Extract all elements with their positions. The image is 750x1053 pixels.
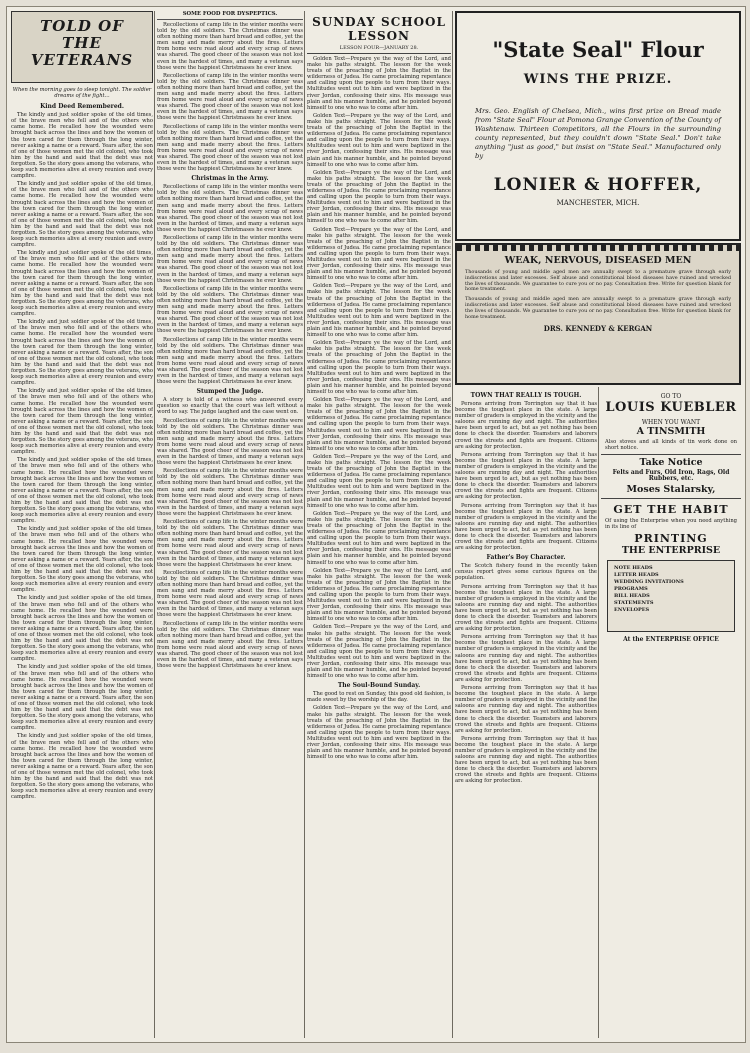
tough-town-column — [455, 389, 597, 1038]
judge-body: A story is told of a witness who answered every question so exactly that the court was left without a word to say. The judge laughed and the case went on. — [157, 397, 303, 416]
dyspeptics-column — [157, 11, 303, 1038]
christmas-heading: Christmas in the Army. — [191, 175, 269, 183]
christmas-body: Recollections of camp life in the winter months were told by the old soldiers. The Christmas dinner was often nothing more than hard bread and coffee, yet the men sang and made merry about the fires. Letters from home were read aloud and every scrap of news was shared. The good cheer of the season was not lost even in the hardest of times, and many a veteran says those were the happiest Christmases he ever knew. — [157, 336, 303, 386]
printing-item: BILL HEADS — [614, 593, 650, 599]
veterans-body: The kindly and just soldier spoke of the old times, of the brave men who fell and of the others who came home. He recalled how the wounded were brought back across the lines and how the women of the town cared for them through the long winter, never asking a name or a reward. Years after, the son of one of those women met the old colonel, who took him by the hand and said that the debt was not forgotten. So the story goes among the veterans, who keep such memories alive at every reunion and every campfire. — [11, 112, 153, 180]
christmas-body: Recollections of camp life in the winter months were told by the old soldiers. The Christmas dinner was often nothing more than hard bread and coffee, yet the men sang and made merry about the fires. Letters from home were read aloud and every scrap of news was shared. The good cheer of the season was not lost even in the hardest of times, and many a veteran says those were the happiest Christmases he ever knew. — [157, 519, 303, 568]
christmas-body: Recollections of camp life in the winter months were told by the old soldiers. The Christmas dinner was often nothing more than hard bread and coffee, yet the men sang and made merry about the fires. Letters from home were read aloud and every scrap of news was shared. The good cheer of the season was not lost even in the hardest of times, and many a veteran says those were the happiest Christmases he ever knew. — [157, 285, 303, 335]
veterans-body: The kindly and just soldier spoke of the old times, of the brave men who fell and of the others who came home. He recalled how the wounded were brought back across the lines and how the women of the town cared for them through the long winter, never asking a name or a reward. Years after, the son of one of those women met the old colonel, who took him by the hand and said that the debt was not forgotten. So the story goes among the veterans, who keep such memories alive at every reunion and every campfire. — [11, 457, 153, 525]
tough-town-body: Persons arriving from Torrington say that it has become the toughest place in the state. A large number of graders is employed in the vicinity and the saloons are running day and night. The authorities have been urged to act, but as yet nothing has been done to check the disorder. Teamsters and laborers crowd the streets and fights are frequent. Citizens are asking for protection. — [455, 401, 597, 450]
printing-list-box — [607, 560, 735, 632]
christmas-body: Recollections of camp life in the winter months were told by the old soldiers. The Christmas dinner was often nothing more than hard bread and coffee, yet the men sang and made merry about the fires. Letters from home were read aloud and every scrap of news was shared. The good cheer of the season was not lost even in the hardest of times, and many a veteran says those were the happiest Christmases he ever knew. — [157, 184, 303, 233]
tough-town-body: Persons arriving from Torrington say that it has become the toughest place in the state. A large number of graders is employed in the vicinity and the saloons are running day and night. The authorities have been urged to act, but as yet nothing has been done to check the disorder. Teamsters and laborers crowd the streets and fights are frequent. Citizens are asking for protection. — [455, 634, 597, 683]
veterans-body: The kindly and just soldier spoke of the old times, of the brave men who fell and of the others who came home. He recalled how the wounded were brought back across the lines and how the women of the town cared for them through the long winter, never asking a name or a reward. Years after, the son of one of those women met the old colonel, who took him by the hand and said that the debt was not forgotten. So the story goes among the veterans, who keep such memories alive at every reunion and every campfire. — [11, 595, 153, 663]
flour-ad-title: "State Seal" Flour — [492, 37, 704, 62]
column-rule — [598, 387, 599, 1038]
tough-town-heading: TOWN THAT REALLY IS TOUGH. — [470, 392, 582, 399]
fathers-boy-body: The Scotch fishery found in the recently taken census report gives some curious figures on the population. — [455, 563, 597, 582]
christmas-body: Recollections of camp life in the winter months were told by the old soldiers. The Christmas dinner was often nothing more than hard bread and coffee, yet the men sang and made merry about the fires. Letters from home were read aloud and every scrap of news was shared. The good cheer of the season was not lost even in the hardest of times, and many a veteran says those were the happiest Christmases he ever knew. — [157, 417, 303, 467]
veterans-column — [11, 11, 153, 1038]
flour-ad-subtitle: WINS THE PRIZE. — [523, 72, 673, 87]
dyspeptics-body: Recollections of camp life in the winter months were told by the old soldiers. The Christmas dinner was often nothing more than hard bread and coffee, yet the men sang and made merry about the fires. Letters from home were read aloud and every scrap of news was shared. The good cheer of the season was not lost even in the hardest of times, and many a veteran says those were the happiest Christmases he ever knew. — [157, 72, 303, 122]
veterans-title: TOLD OF THE VETERANS — [30, 17, 134, 69]
newspaper-page — [6, 6, 746, 1043]
lesson-body: Golden Text—Prepare ye the way of the Lord, and make his paths straight. The lesson for the week treats of the preaching of John the Baptist in the wilderness of Judea. He came proclaiming repentance and calling upon the people to turn from their ways. Multitudes went out to him and were baptized in the river Jordan, confessing their sins. His message was plain and his manner humble, and he pointed beyond himself to one who was to come after him. — [307, 705, 451, 761]
lesson-body: Golden Text—Prepare ye the way of the Lord, and make his paths straight. The lesson for the week treats of the preaching of John the Baptist in the wilderness of Judea. He came proclaiming repentance and calling upon the people to turn from their ways. Multitudes went out to him and were baptized in the river Jordan, confessing their sins. His message was plain and his manner humble, and he pointed beyond himself to one who was to come after him. — [307, 283, 451, 339]
take-notice-heading: Take Notice — [639, 457, 703, 468]
printing-item: PROGRAMS — [614, 586, 648, 592]
weak-men-ad-doctors: DRS. KENNEDY & KERGAN — [543, 324, 653, 334]
lesson-body: Golden Text—Prepare ye the way of the Lord, and make his paths straight. The lesson for the week treats of the preaching of John the Baptist in the wilderness of Judea. He came proclaiming repentance and calling upon the people to turn from their ways. Multitudes went out to him and were baptized in the river Jordan, confessing their sins. His message was plain and his manner humble, and he pointed beyond himself to one who was to come after him. — [307, 112, 451, 168]
tough-town-body: Persons arriving from Torrington say that it has become the toughest place in the state. A large number of graders is employed in the vicinity and the saloons are running day and night. The authorities have been urged to act, but as yet nothing has been done to check the disorder. Teamsters and laborers crowd the streets and fights are frequent. Citizens are asking for protection. — [455, 685, 597, 734]
tough-town-body: Persons arriving from Torrington say that it has become the toughest place in the state. A large number of graders is employed in the vicinity and the saloons are running day and night. The authorities have been urged to act, but as yet nothing has been done to check the disorder. Teamsters and laborers crowd the streets and fights are frequent. Citizens are asking for protection. — [455, 583, 597, 633]
printing-item: NOTE HEADS — [614, 565, 653, 571]
weak-men-ad — [455, 243, 741, 385]
dyspeptics-topline: SOME FOOD FOR DYSPEPTICS. — [157, 11, 303, 20]
lesson-body: Golden Text—Prepare ye the way of the Lord, and make his paths straight. The lesson for the week treats of the preaching of John the Baptist in the wilderness of Judea. He came proclaiming repentance and calling upon the people to turn from their ways. Multitudes went out to him and were baptized in the river Jordan, confessing their sins. His message was plain and his manner humble, and he pointed beyond himself to one who was to come after him. — [307, 56, 451, 111]
christmas-body: Recollections of camp life in the winter months were told by the old soldiers. The Christmas dinner was often nothing more than hard bread and coffee, yet the men sang and made merry about the fires. Letters from home were read aloud and every scrap of news was shared. The good cheer of the season was not lost even in the hardest of times, and many a veteran says those were the happiest Christmases he ever knew. — [157, 620, 303, 670]
veterans-body: The kindly and just soldier spoke of the old times, of the brave men who fell and of the others who came home. He recalled how the wounded were brought back across the lines and how the women of the town cared for them through the long winter, never asking a name or a reward. Years after, the son of one of those women met the old colonel, who took him by the hand and said that the debt was not forgotten. So the story goes among the veterans, who keep such memories alive at every reunion and every campfire. — [11, 664, 153, 732]
local-ads-column — [601, 389, 741, 643]
lesson-body: Golden Text—Prepare ye the way of the Lord, and make his paths straight. The lesson for the week treats of the preaching of John the Baptist in the wilderness of Judea. He came proclaiming repentance and calling upon the people to turn from their ways. Multitudes went out to him and were baptized in the river Jordan, confessing their sins. His message was plain and his manner humble, and he pointed beyond himself to one who was to come after him. — [307, 453, 451, 509]
stalarsky-name: Moses Stalarsky, — [626, 484, 716, 495]
column-rule — [452, 11, 453, 1038]
printing-item: LETTER HEADS — [614, 572, 659, 578]
column-rule — [154, 11, 155, 1038]
fathers-boy-heading: Father's Boy Character. — [486, 554, 566, 562]
veterans-body: The kindly and just soldier spoke of the old times, of the brave men who fell and of the others who came home. He recalled how the wounded were brought back across the lines and how the women of the town cared for them through the long winter, never asking a name or a reward. Years after, the son of one of those women met the old colonel, who took him by the hand and said that the debt was not forgotten. So the story goes among the veterans, who keep such memories alive at every reunion and every campfire. — [11, 526, 153, 594]
kuebler-name: LOUIS KUEBLER — [605, 400, 737, 415]
tough-town-body: Persons arriving from Torrington say that it has become the toughest place in the state. A large number of graders is employed in the vicinity and the saloons are running day and night. The authorities have been urged to act, but as yet nothing has been done to check the disorder. Teamsters and laborers crowd the streets and fights are frequent. Citizens are asking for protection. — [455, 502, 597, 552]
dyspeptics-body: Recollections of camp life in the winter months were told by the old soldiers. The Christmas dinner was often nothing more than hard bread and coffee, yet the men sang and made merry about the fires. Letters from home were read aloud and every scrap of news was shared. The good cheer of the season was not lost even in the hardest of times, and many a veteran says those were the happiest Christmases he ever knew. — [157, 22, 303, 71]
veterans-poem: When the morning goes to sleep tonight. The soldier dreams of the fight... — [12, 87, 152, 100]
lesson-dateline: LESSON FOUR—JANUARY 28. — [339, 45, 419, 51]
state-seal-flour-ad — [455, 11, 741, 241]
lesson-body: Golden Text—Prepare ye the way of the Lord, and make his paths straight. The lesson for the week treats of the preaching of John the Baptist in the wilderness of Judea. He came proclaiming repentance and calling upon the people to turn from their ways. Multitudes went out to him and were baptized in the river Jordan, confessing their sins. His message was plain and his manner humble, and he pointed beyond himself to one who was to come after him. — [307, 624, 451, 680]
lesson-body: Golden Text—Prepare ye the way of the Lord, and make his paths straight. The lesson for the week treats of the preaching of John the Baptist in the wilderness of Judea. He came proclaiming repentance and calling upon the people to turn from their ways. Multitudes went out to him and were baptized in the river Jordan, confessing their sins. His message was plain and his manner humble, and he pointed beyond himself to one who was to come after him. — [307, 397, 451, 452]
stalarsky-ad — [601, 454, 741, 495]
veterans-body: The kindly and just soldier spoke of the old times, of the brave men who fell and of the others who came home. He recalled how the wounded were brought back across the lines and how the women of the town cared for them through the long winter, never asking a name or a reward. Years after, the son of one of those women met the old colonel, who took him by the hand and said that the debt was not forgotten. So the story goes among the veterans, who keep such memories alive at every reunion and every campfire. — [11, 250, 153, 318]
sunday-school-column — [307, 11, 451, 1038]
column-rule — [304, 11, 305, 1038]
lesson-body: Golden Text—Prepare ye the way of the Lord, and make his paths straight. The lesson for the week treats of the preaching of John the Baptist in the wilderness of Judea. He came proclaiming repentance and calling upon the people to turn from their ways. Multitudes went out to him and were baptized in the river Jordan, confessing their sins. His message was plain and his manner humble, and he pointed beyond himself to one who was to come after him. — [307, 169, 451, 225]
christmas-body: Recollections of camp life in the winter months were told by the old soldiers. The Christmas dinner was often nothing more than hard bread and coffee, yet the men sang and made merry about the fires. Letters from home were read aloud and every scrap of news was shared. The good cheer of the season was not lost even in the hardest of times, and many a veteran says those were the happiest Christmases he ever knew. — [157, 468, 303, 517]
weak-men-ad-title: WEAK, NERVOUS, DISEASED MEN — [504, 255, 692, 266]
printing-item: STATEMENTS — [614, 600, 654, 606]
get-the-habit-heading: GET THE HABIT — [613, 503, 729, 516]
weak-men-ad-text: Thousands of young and middle aged men are annually swept to a premature grave through early indiscretions and later excesses. Self abuse and constitutional blood diseases have ruined and wrecked the lives of thousands. We guarantee to cure you or no pay. Consultation free. Write for question blank for home treatment. — [465, 296, 731, 320]
judge-heading: Stumped the Judge. — [196, 388, 264, 396]
sunday-school-title: SUNDAY SCHOOL LESSON — [312, 15, 446, 43]
veterans-heading: Kind Deed Remembered. — [40, 103, 124, 111]
enterprise-office: At the ENTERPRISE OFFICE — [623, 636, 719, 643]
sunday-school-masthead — [307, 11, 451, 54]
enterprise-name: THE ENTERPRISE — [621, 545, 721, 556]
dyspeptics-body: Recollections of camp life in the winter months were told by the old soldiers. The Christmas dinner was often nothing more than hard bread and coffee, yet the men sang and made merry about the fires. Letters from home were read aloud and every scrap of news was shared. The good cheer of the season was not lost even in the hardest of times, and many a veteran says those were the happiest Christmases he ever knew. — [157, 123, 303, 173]
weak-men-ad-text: Thousands of young and middle aged men are annually swept to a premature grave through early indiscretions and later excesses. Self abuse and constitutional blood diseases have ruined and wrecked the lives of thousands. We guarantee to cure you or no pay. Consultation free. Write for question blank for home treatment. — [465, 269, 731, 293]
veterans-body: The kindly and just soldier spoke of the old times, of the brave men who fell and of the others who came home. He recalled how the wounded were brought back across the lines and how the women of the town cared for them through the long winter, never asking a name or a reward. Years after, the son of one of those women met the old colonel, who took him by the hand and said that the debt was not forgotten. So the story goes among the veterans, who keep such memories alive at every reunion and every campfire. — [11, 388, 153, 456]
lesson-body: Golden Text—Prepare ye the way of the Lord, and make his paths straight. The lesson for the week treats of the preaching of John the Baptist in the wilderness of Judea. He came proclaiming repentance and calling upon the people to turn from their ways. Multitudes went out to him and were baptized in the river Jordan, confessing their sins. His message was plain and his manner humble, and he pointed beyond himself to one who was to come after him. — [307, 567, 451, 623]
tough-town-body: Persons arriving from Torrington say that it has become the toughest place in the state. A large number of graders is employed in the vicinity and the saloons are running day and night. The authorities have been urged to act, but as yet nothing has been done to check the disorder. Teamsters and laborers crowd the streets and fights are frequent. Citizens are asking for protection. — [455, 451, 597, 501]
kuebler-sub: WHEN YOU WANT — [641, 419, 701, 426]
veterans-body: The kindly and just soldier spoke of the old times, of the brave men who fell and of the others who came home. He recalled how the wounded were brought back across the lines and how the women of the town cared for them through the long winter, never asking a name or a reward. Years after, the son of one of those women met the old colonel, who took him by the hand and said that the debt was not forgotten. So the story goes among the veterans, who keep such memories alive at every reunion and every campfire. — [11, 181, 153, 249]
printing-item: WEDDING INVITATIONS — [614, 579, 684, 585]
veterans-body: The kindly and just soldier spoke of the old times, of the brave men who fell and of the others who came home. He recalled how the wounded were brought back across the lines and how the women of the town cared for them through the long winter, never asking a name or a reward. Years after, the son of one of those women met the old colonel, who took him by the hand and said that the debt was not forgotten. So the story goes among the veterans, who keep such memories alive at every reunion and every campfire. — [11, 733, 153, 801]
flour-ad-company: LONIER & HOFFER, — [493, 175, 703, 195]
lesson-body: Golden Text—Prepare ye the way of the Lord, and make his paths straight. The lesson for the week treats of the preaching of John the Baptist in the wilderness of Judea. He came proclaiming repentance and calling upon the people to turn from their ways. Multitudes went out to him and were baptized in the river Jordan, confessing their sins. His message was plain and his manner humble, and he pointed beyond himself to one who was to come after him. — [307, 510, 451, 566]
sunday-rest-heading: The Soul-Bound Sunday. — [337, 682, 421, 690]
kuebler-goto: GO TO — [660, 393, 682, 400]
printing-item: ENVELOPES — [614, 607, 650, 613]
kuebler-trade: A TINSMITH — [636, 426, 706, 437]
veterans-body: The kindly and just soldier spoke of the old times, of the brave men who fell and of the others who came home. He recalled how the wounded were brought back across the lines and how the women of the town cared for them through the long winter, never asking a name or a reward. Years after, the son of one of those women met the old colonel, who took him by the hand and said that the debt was not forgotten. So the story goes among the veterans, who keep such memories alive at every reunion and every campfire. — [11, 319, 153, 387]
sunday-rest-body: The good to rest on Sunday, this good old fashion, is made sweet by the worship of the day. — [307, 691, 451, 704]
flour-ad-city: MANCHESTER, MICH. — [556, 199, 640, 207]
enterprise-sub: Of using the Enterprise when you need anything in its line of — [605, 518, 737, 530]
lesson-body: Golden Text—Prepare ye the way of the Lord, and make his paths straight. The lesson for the week treats of the preaching of John the Baptist in the wilderness of Judea. He came proclaiming repentance and calling upon the people to turn from their ways. Multitudes went out to him and were baptized in the river Jordan, confessing their sins. His message was plain and his manner humble, and he pointed beyond himself to one who was to come after him. — [307, 226, 451, 282]
tough-town-body: Persons arriving from Torrington say that it has become the toughest place in the state. A large number of graders is employed in the vicinity and the saloons are running day and night. The authorities have been urged to act, but as yet nothing has been done to check the disorder. Teamsters and laborers crowd the streets and fights are frequent. Citizens are asking for protection. — [455, 735, 597, 785]
christmas-body: Recollections of camp life in the winter months were told by the old soldiers. The Christmas dinner was often nothing more than hard bread and coffee, yet the men sang and made merry about the fires. Letters from home were read aloud and every scrap of news was shared. The good cheer of the season was not lost even in the hardest of times, and many a veteran says those were the happiest Christmases he ever knew. — [157, 235, 303, 284]
enterprise-ad — [601, 498, 741, 643]
flour-ad-text: Mrs. Geo. English of Chelsea, Mich., wins first prize on Bread made from "State Seal" Flour at Pomona Grange Convention of the County of Washtenaw. Thirteen Competitors, all the Flours in the surrounding county represented, but they couldn't down "State Seal." Don't take anything "just as good," but insist on "State Seal." Manufactured only by — [475, 107, 721, 160]
ad-border-strip — [457, 245, 739, 251]
kuebler-note: Also stoves and all kinds of tin work done on short notice. — [605, 439, 737, 451]
lesson-body: Golden Text—Prepare ye the way of the Lord, and make his paths straight. The lesson for the week treats of the preaching of John the Baptist in the wilderness of Judea. He came proclaiming repentance and calling upon the people to turn from their ways. Multitudes went out to him and were baptized in the river Jordan, confessing their sins. His message was plain and his manner humble, and he pointed beyond himself to one who was to come after him. — [307, 340, 451, 395]
furs-line: Felts and Furs, Old Iron, Rags, Old Rubbers, etc. — [612, 469, 730, 482]
printing-word: PRINTING — [634, 532, 708, 545]
christmas-body: Recollections of camp life in the winter months were told by the old soldiers. The Christmas dinner was often nothing more than hard bread and coffee, yet the men sang and made merry about the fires. Letters from home were read aloud and every scrap of news was shared. The good cheer of the season was not lost even in the hardest of times, and many a veteran says those were the happiest Christmases he ever knew. — [157, 569, 303, 619]
veterans-masthead — [11, 11, 153, 83]
